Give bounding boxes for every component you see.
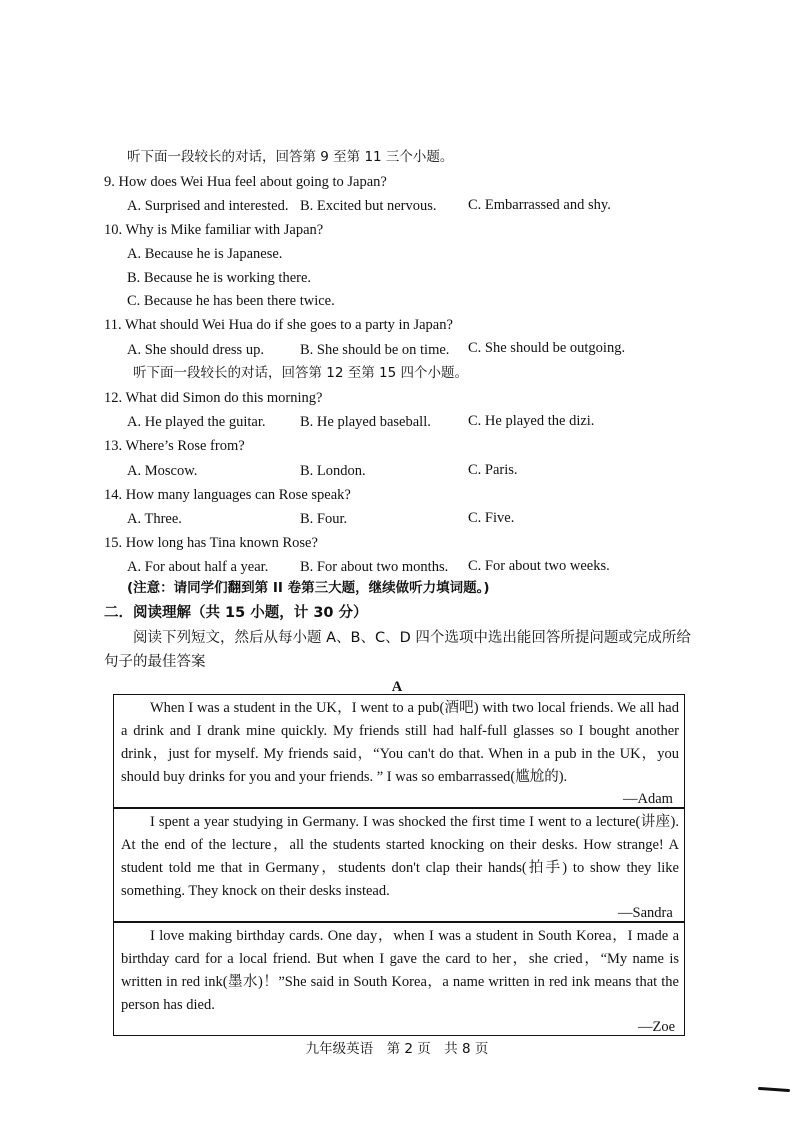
question-13-option-a: A. Moscow. <box>127 463 198 479</box>
question-9-stem: 9. How does Wei Hua feel about going to Japan? <box>104 174 387 190</box>
reading-section-heading: 二．阅读理解（共 15 小题，计 30 分） <box>104 605 368 621</box>
question-10-option-a: A. Because he is Japanese. <box>127 246 283 262</box>
question-11-option-b: B. She should be on time. <box>300 342 450 358</box>
passage-sandra-text: I spent a year studying in Germany. I was shocked the first time I went to a lecture(讲座). At the end of the lecture，all the students started knocking on their desks. How strange! A student told me that in Germany，students don't clap their hands(拍手) to show they like something. They knock on their desks instead. <box>121 814 679 899</box>
passage-sandra-author: —Sandra <box>618 905 673 921</box>
question-13-option-c: C. Paris. <box>468 462 518 478</box>
question-10-option-b: B. Because he is working there. <box>127 270 312 286</box>
page-footer: 九年级英语 第 2 页 共 8 页 <box>305 1041 489 1057</box>
question-11-option-c: C. She should be outgoing. <box>468 340 626 356</box>
question-10-stem: 10. Why is Mike familiar with Japan? <box>104 222 324 238</box>
question-14-option-b: B. Four. <box>300 511 348 527</box>
question-9-option-b: B. Excited but nervous. <box>300 198 437 214</box>
scan-mark <box>758 1087 790 1092</box>
question-15-option-b: B. For about two months. <box>300 559 449 575</box>
question-13-stem: 13. Where’s Rose from? <box>104 438 245 454</box>
passage-zoe-author: —Zoe <box>638 1019 676 1035</box>
question-12-stem: 12. What did Simon do this morning? <box>104 390 323 406</box>
question-15-option-c: C. For about two weeks. <box>468 558 610 574</box>
passage-label: A <box>391 679 403 695</box>
reading-instruction-line2: 句子的最佳答案 <box>104 654 206 670</box>
question-12-option-c: C. He played the dizi. <box>468 413 595 429</box>
question-12-option-a: A. He played the guitar. <box>127 414 266 430</box>
question-9-option-a: A. Surprised and interested. <box>127 198 289 214</box>
section-intro-9-11: 听下面一段较长的对话，回答第 9 至第 11 三个小题。 <box>127 149 454 165</box>
question-14-stem: 14. How many languages can Rose speak? <box>104 487 351 503</box>
passage-adam-author: —Adam <box>623 791 673 807</box>
question-14-option-a: A. Three. <box>127 511 182 527</box>
question-14-option-c: C. Five. <box>468 510 515 526</box>
passage-zoe-text: I love making birthday cards. One day，when I was a student in South Korea，I made a birthday card for a local friend. But when I gave the card to her，she cried，“My name is written in red ink(墨水)！”She said in South Korea，a name written in red ink means that the person has died. <box>121 928 679 1013</box>
section-intro-12-15: 听下面一段较长的对话，回答第 12 至第 15 四个小题。 <box>133 365 469 381</box>
question-11-stem: 11. What should Wei Hua do if she goes to a party in Japan? <box>104 317 453 333</box>
question-15-option-a: A. For about half a year. <box>127 559 269 575</box>
question-12-option-b: B. He played baseball. <box>300 414 431 430</box>
question-13-option-b: B. London. <box>300 463 366 479</box>
question-15-stem: 15. How long has Tina known Rose? <box>104 535 318 551</box>
passage-adam-text: When I was a student in the UK，I went to a pub(酒吧) with two local friends. We all had a drink and I drank mine quickly. My friends still had half-full glasses so I bought another drink，just for myself. My friends said，“You can't do that. When in a pub in the UK，you should buy drinks for you and your friends. ” I was so embarrassed(尴尬的). <box>121 700 679 785</box>
reading-instruction-line1: 阅读下列短文，然后从每小题 A、B、C、D 四个选项中选出能回答所提问题或完成所给 <box>133 630 691 646</box>
question-10-option-c: C. Because he has been there twice. <box>127 293 335 309</box>
question-11-option-a: A. She should dress up. <box>127 342 264 358</box>
question-9-option-c: C. Embarrassed and shy. <box>468 197 611 213</box>
listening-note: (注意：请同学们翻到第 II 卷第三大题，继续做听力填词题。) <box>127 580 490 596</box>
